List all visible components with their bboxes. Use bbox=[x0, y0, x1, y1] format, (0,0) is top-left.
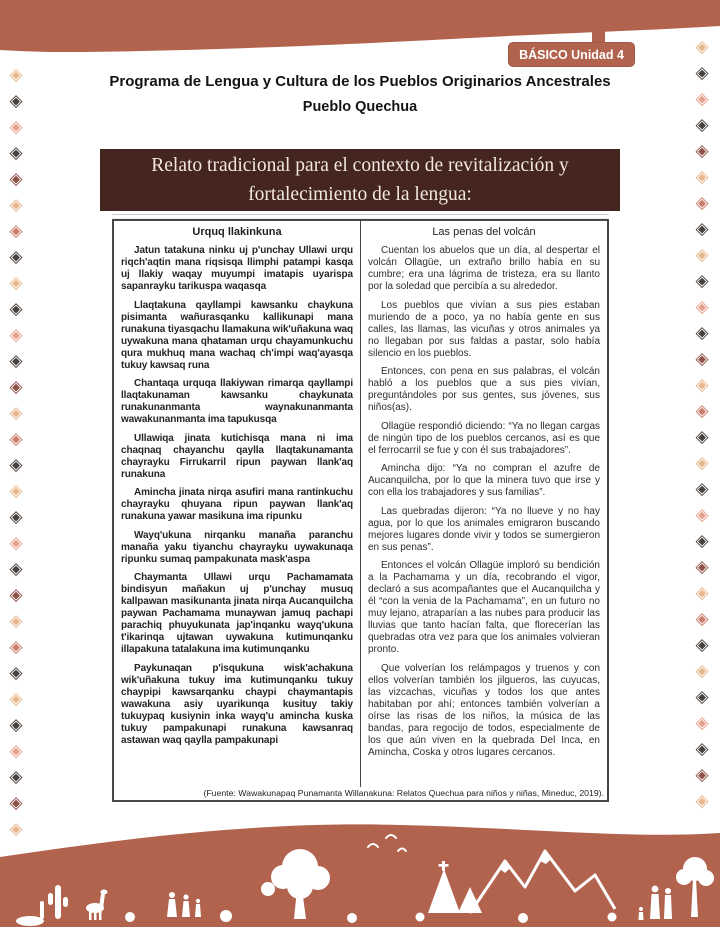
textile-diamond-icon: ◈ bbox=[695, 583, 709, 603]
textile-diamond-icon: ◈ bbox=[9, 793, 23, 813]
quechua-paragraph: Llaqtakuna qayllampi kawsanku chaykuna pisimanta wañurasqanku kallikunapi mana runakuna tiyasqachu llamakuna wik'uñakuna waq uywakuna mana qhataman urqu chayamunkuchu qura mukhuq mana wachaq ch'impi waq'ayasqa tukuy kawsaq runa bbox=[121, 299, 353, 371]
textile-diamond-icon: ◈ bbox=[695, 297, 709, 317]
textile-diamond-icon: ◈ bbox=[9, 663, 23, 683]
spanish-paragraph: Entonces, con pena en sus palabras, el volcán habló a los pueblos que a sus pies vivían, preguntándoles por sus gentes, sus jóvenes, sus niños(as). bbox=[368, 366, 600, 413]
textile-diamond-icon: ◈ bbox=[695, 89, 709, 109]
textile-diamond-icon: ◈ bbox=[9, 533, 23, 553]
textile-diamond-icon: ◈ bbox=[695, 375, 709, 395]
textile-diamond-icon: ◈ bbox=[9, 585, 23, 605]
textile-diamond-icon: ◈ bbox=[695, 505, 709, 525]
textile-diamond-icon: ◈ bbox=[695, 141, 709, 161]
textile-diamond-icon: ◈ bbox=[695, 193, 709, 213]
textile-diamond-icon: ◈ bbox=[695, 115, 709, 135]
quechua-column-header: Urquq llakinkuna bbox=[192, 226, 282, 238]
spanish-paragraph: Los pueblos que vivían a sus pies estaban muriendo de a poco, ya no había gente en sus calles, las llamas, las vicuñas y otros animales ya no llegaban por sus faldas a pastar, solo había silencio en los pueblos. bbox=[368, 299, 600, 359]
spanish-paragraph: Ollagüe respondió diciendo: “Ya no llegan cargas de ningún tipo de los pueblos cercanos, así es que el ferrocarril se fue y con él sus trabajadores”. bbox=[368, 420, 600, 456]
textile-diamond-icon: ◈ bbox=[695, 453, 709, 473]
textile-diamond-icon: ◈ bbox=[695, 791, 709, 811]
textile-diamond-icon: ◈ bbox=[9, 247, 23, 267]
textile-diamond-icon: ◈ bbox=[9, 507, 23, 527]
textile-diamond-icon: ◈ bbox=[695, 635, 709, 655]
pueblo-subtitle: Pueblo Quechua bbox=[302, 99, 418, 115]
textile-diamond-icon: ◈ bbox=[9, 273, 23, 293]
textile-diamond-icon: ◈ bbox=[9, 221, 23, 241]
textile-diamond-icon: ◈ bbox=[695, 63, 709, 83]
spanish-paragraph: Cuentan los abuelos que un día, al despertar el volcán Ollagüe, un extraño brillo había en su cumbre; era una lágrima de tristeza, era su llanto por la soledad que percibía a su alrededor. bbox=[368, 245, 600, 292]
textile-diamond-icon: ◈ bbox=[9, 559, 23, 579]
textile-diamond-icon: ◈ bbox=[695, 219, 709, 239]
textile-diamond-icon: ◈ bbox=[9, 351, 23, 371]
textile-diamond-icon: ◈ bbox=[695, 323, 709, 343]
textile-diamond-icon: ◈ bbox=[9, 715, 23, 735]
textile-diamond-icon: ◈ bbox=[9, 117, 23, 137]
textile-diamond-icon: ◈ bbox=[9, 195, 23, 215]
textile-diamond-icon: ◈ bbox=[695, 739, 709, 759]
quechua-paragraph: Paykunaqan p'isqukuna wisk'achakuna wik'uñakuna tukuy ima kutimunqanku tukuy chaypipi kawsarqanku chaypi chaymantapis wawakuna asiy uyarikunqa kusituy takiy tukuypaq kusiynin inka wayq'u amincha kuska tukuy pampakunapi runakuna kawsanraq astawan waq qaylla pampakunapi bbox=[121, 662, 353, 746]
spanish-column bbox=[361, 221, 607, 787]
spanish-paragraph: Las quebradas dijeron: “Ya no llueve y no hay agua, por lo que los animales emigraron buscando mejores lugares donde vivir y todos se sumergieron en sus penas”. bbox=[368, 505, 600, 553]
textile-diamond-icon: ◈ bbox=[695, 271, 709, 291]
quechua-paragraph: Wayq'ukuna nirqanku manaña paranchu manaña yaku tiyanchu chayrayku uywakunaqa ripunku sumaq pampakunata mask'aspa bbox=[121, 529, 353, 565]
quechua-paragraph: Jatun tatakuna ninku uj p'unchay Ullawi urqu riqch'aqtin mana riqsisqa llimphi patampi kasqa uj llakiy waqay muyumpi imatapis uyarispa sapanrayku tarikuspa waqasqa bbox=[121, 245, 353, 292]
textile-diamond-icon: ◈ bbox=[9, 767, 23, 787]
source-citation: (Fuente: Wawakunapaq Punamanta Willanakuna: Relatos Quechua para niños y niñas, Mineduc, 2019). bbox=[203, 788, 604, 798]
quechua-column bbox=[114, 221, 361, 787]
textile-diamond-icon: ◈ bbox=[9, 143, 23, 163]
textile-diamond-icon: ◈ bbox=[9, 611, 23, 631]
program-title: Programa de Lengua y Cultura de los Pueblos Originarios Ancestrales bbox=[109, 73, 611, 90]
section-banner-label: Relato tradicional para el contexto de revitalización y fortalecimiento de la lengua: bbox=[151, 154, 569, 205]
textile-border-right bbox=[693, 34, 711, 818]
bottom-band-shape bbox=[0, 824, 720, 927]
textile-diamond-icon: ◈ bbox=[9, 689, 23, 709]
textile-diamond-icon: ◈ bbox=[9, 299, 23, 319]
textile-diamond-icon: ◈ bbox=[9, 637, 23, 657]
textile-diamond-icon: ◈ bbox=[695, 765, 709, 785]
section-banner bbox=[100, 149, 620, 211]
textile-diamond-icon: ◈ bbox=[695, 609, 709, 629]
textile-diamond-icon: ◈ bbox=[695, 713, 709, 733]
textile-diamond-icon: ◈ bbox=[9, 377, 23, 397]
textile-diamond-icon: ◈ bbox=[695, 557, 709, 577]
textile-diamond-icon: ◈ bbox=[9, 481, 23, 501]
textile-diamond-icon: ◈ bbox=[695, 531, 709, 551]
textile-diamond-icon: ◈ bbox=[9, 819, 23, 839]
textile-diamond-icon: ◈ bbox=[695, 427, 709, 447]
unit-badge-label: BÁSICO Unidad 4 bbox=[519, 47, 624, 62]
quechua-paragraph: Chaymanta Ullawi urqu Pachamamata bindisyun mañakun uj p'unchay musuq kallpawan masikunanta jinata nirqa Aucanquilcha paywan Pachamama munaywan jamuq pachapi parachiq phuyukunata jap'inqanku wayq'ukuna t'ikarinqa ujtawan uywakuna kutimunqanku illapakuna tatalakuna ima kutimunqanku bbox=[121, 572, 353, 655]
spanish-paragraph: Entonces el volcán Ollagüe imploró su bendición a la Pachamama y un día, recobrando el vigor, declaró a sus acompañantes que el Aucanquilcha y él “con la venia de la Pachamama”, en un futuro no muy lejano, atraparían a las nubes para producir las lluvias que tanto hacían falta, que florecerían las quebradas otra vez para que los animales volvieran pronto. bbox=[368, 560, 600, 655]
unit-badge bbox=[508, 42, 635, 67]
textile-diamond-icon: ◈ bbox=[695, 687, 709, 707]
spanish-column-header: Las penas del volcán bbox=[432, 226, 536, 238]
textile-diamond-icon: ◈ bbox=[695, 245, 709, 265]
textile-border-left bbox=[7, 62, 25, 839]
textile-diamond-icon: ◈ bbox=[695, 349, 709, 369]
textile-diamond-icon: ◈ bbox=[9, 169, 23, 189]
quechua-paragraph: Ullawiqa jinata kutichisqa mana ni ima chaqnaq chayanchu qaylla llaqtakunamanta chayrayku Firrukarril ripun paywan llank'aq runakuna bbox=[121, 432, 353, 480]
textile-diamond-icon: ◈ bbox=[9, 403, 23, 423]
story-table bbox=[112, 219, 609, 802]
textile-diamond-icon: ◈ bbox=[9, 91, 23, 111]
story-columns bbox=[114, 221, 607, 787]
textile-diamond-icon: ◈ bbox=[695, 479, 709, 499]
textile-diamond-icon: ◈ bbox=[695, 167, 709, 187]
textile-diamond-icon: ◈ bbox=[9, 429, 23, 449]
textile-diamond-icon: ◈ bbox=[9, 741, 23, 761]
textile-diamond-icon: ◈ bbox=[695, 401, 709, 421]
quechua-paragraph: Amincha jinata nirqa asufiri mana rantinkuchu chayrayku qhuyana ripun paywan llank'aq runakuna yawar masikuna ima ripunku bbox=[121, 487, 353, 522]
bottom-landscape-band bbox=[0, 817, 720, 932]
quechua-paragraph: Chantaqa urquqa llakiywan rimarqa qayllampi llaqtakunaman kawsanku chaykunata runakunanmanta waynakunanmanta wawakunanmanta ima tapukusqa bbox=[121, 378, 353, 425]
textile-diamond-icon: ◈ bbox=[695, 37, 709, 57]
spanish-paragraph: Amincha dijo: “Ya no compran el azufre de Aucanquilcha, por lo que la minera tuvo que irse y con ella los trabajadores y sus familias”. bbox=[368, 463, 600, 498]
spanish-paragraph: Que volverían los relámpagos y truenos y con ellos volverían también los jilgueros, las cuyucas, las vizcachas, vicuñas y todos los que antes habitaban por ahí; entonces también volverían a oírse las risas de los niños, la música de las bandas, para regocijo de todos, especialmente de los que aún viven en la quebrada Del Inca, en Amincha, Coska y otros lugares cercanos. bbox=[368, 662, 600, 758]
textile-diamond-icon: ◈ bbox=[9, 455, 23, 475]
textile-diamond-icon: ◈ bbox=[695, 661, 709, 681]
textile-diamond-icon: ◈ bbox=[9, 65, 23, 85]
textile-diamond-icon: ◈ bbox=[9, 325, 23, 345]
